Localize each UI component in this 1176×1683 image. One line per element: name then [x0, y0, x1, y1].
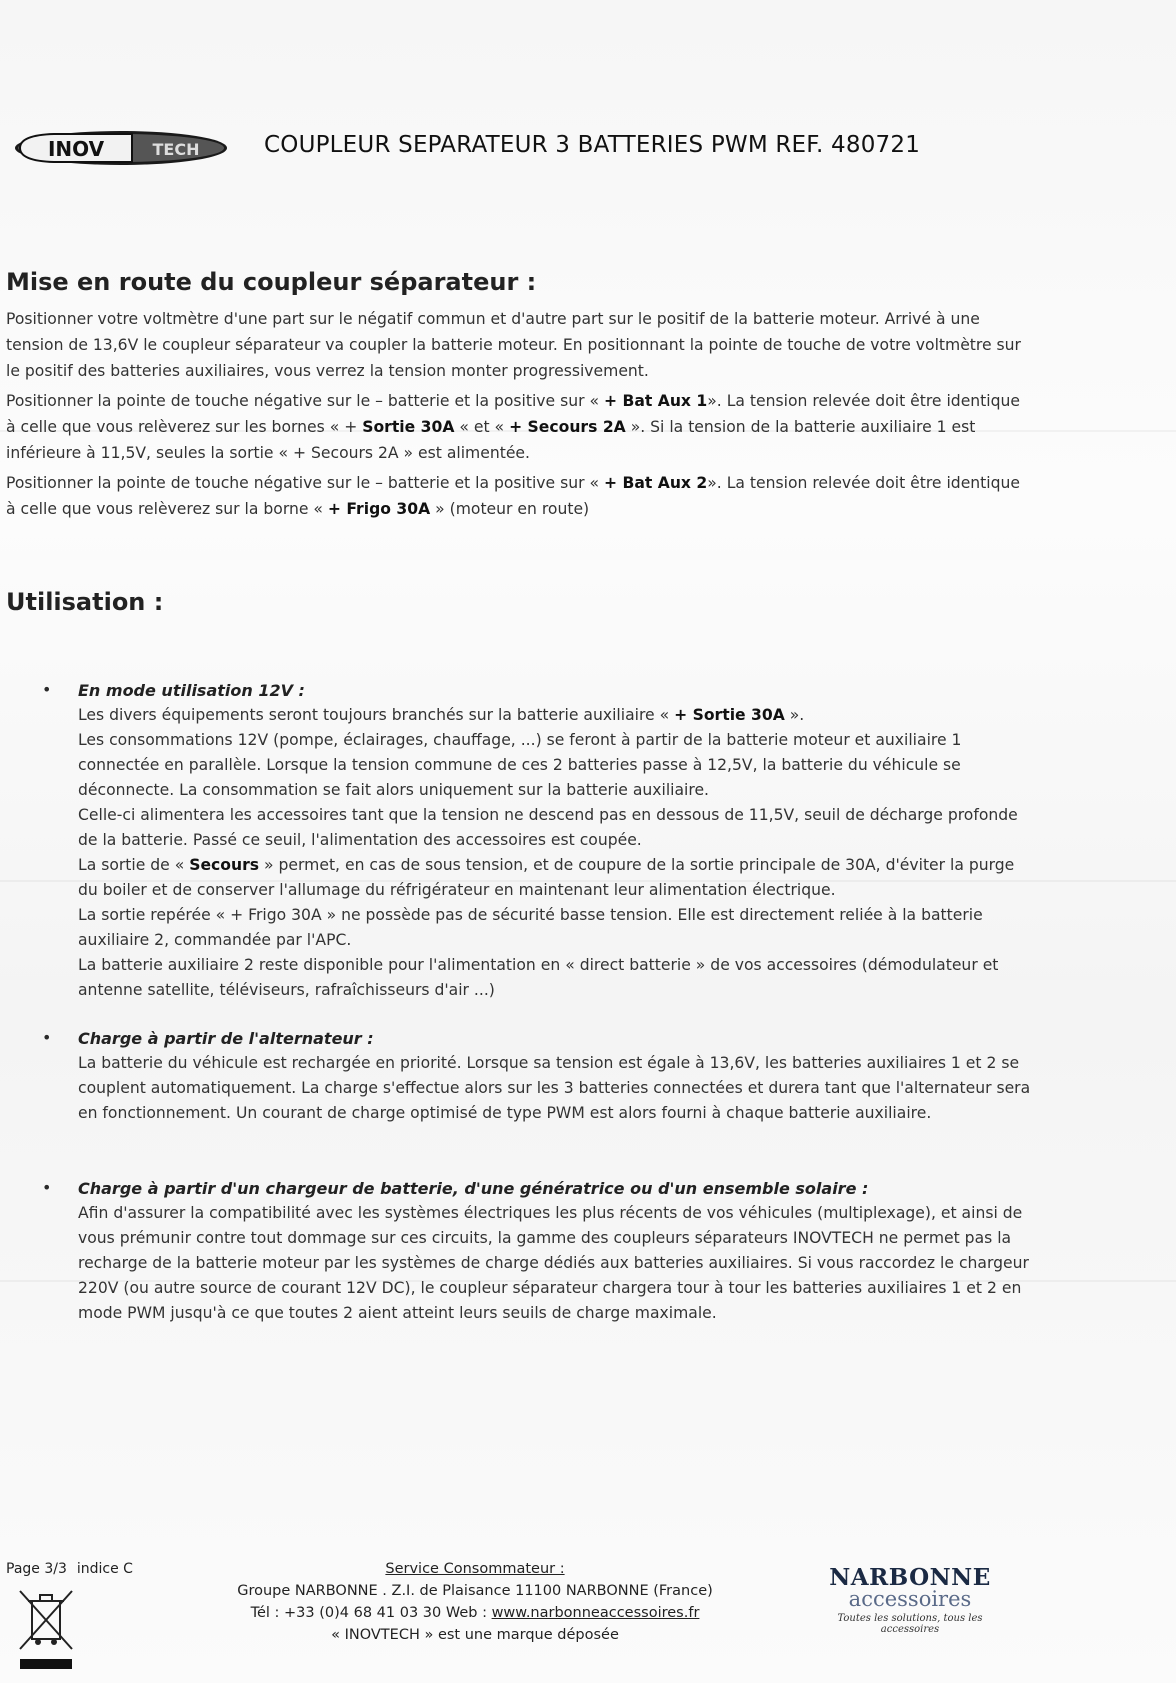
narbonne-logo: NARBONNE accessoires Toutes les solutions, tous les accessoires — [829, 1564, 991, 1635]
item-line: La sortie de « Secours » permet, en cas de sous tension, et de coupure de la sortie principale de 30A, d'éviter la purge du boiler et de conserver l'allumage du réfrigérateur en maintenant leur alimentation électrique. — [78, 856, 1015, 899]
inovtech-logo — [14, 130, 229, 166]
crossed-bin-icon — [14, 1587, 78, 1671]
bullet-icon: • — [42, 680, 52, 699]
trademark-note: « INOVTECH » est une marque déposée — [331, 1627, 619, 1643]
list-item-alternateur — [78, 1026, 1038, 1126]
item-line: Les consommations 12V (pompe, éclairages, chauffage, ...) se feront à partir de la batterie moteur et auxiliaire 1 connectée en parallèle. Lorsque la tension commune de ces 2 batteries passe à 12,5V, la batterie du véhicule se déconnecte. La consommation se fait alors uniquement sur la batterie auxiliaire. — [78, 731, 962, 799]
document-title: COUPLEUR SEPARATEUR 3 BATTERIES PWM REF. 480721 — [264, 132, 921, 158]
section-heading-utilisation: Utilisation : — [6, 588, 164, 616]
item-line: Les divers équipements seront toujours branchés sur la batterie auxiliaire « + Sortie 30A ». — [78, 706, 805, 724]
svg-text:INOV: INOV — [47, 137, 105, 161]
page-number: Page 3/3 indice C — [6, 1561, 133, 1577]
website-link[interactable]: www.narbonneaccessoires.fr — [491, 1605, 700, 1621]
footer-contact — [220, 1558, 730, 1646]
item-line: La batterie du véhicule est rechargée en priorité. Lorsque sa tension est égale à 13,6V, les batteries auxiliaires 1 et 2 se couplent automatiquement. La charge s'effectue alors sur les 3 batteries connectées et durera tant que l'alternateur sera en fonctionnement. Un courant de charge optimisé de type PWM est alors fourni à chaque batterie auxiliaire. — [78, 1054, 1031, 1122]
paragraph: Positionner la pointe de touche négative sur le – batterie et la positive sur « + Bat Aux 2». La tension relevée doit être identique à celle que vous relèverez sur la borne « + Frigo 30A » (moteur en route) — [6, 474, 1021, 518]
section-heading-mise-en-route: Mise en route du coupleur séparateur : — [6, 268, 537, 296]
item-line: La sortie repérée « + Frigo 30A » ne possède pas de sécurité basse tension. Elle est directement reliée à la batterie auxiliaire 2, commandée par l'APC. — [78, 906, 983, 949]
paragraph: Positionner votre voltmètre d'une part sur le négatif commun et d'autre part sur le positif de la batterie moteur. Arrivé à une tension de 13,6V le coupleur séparateur va coupler la batterie moteur. En positionnant la pointe de touche de votre voltmètre sur le positif des batteries auxiliaires, vous verrez la tension monter progressivement. — [6, 310, 1021, 380]
svg-text:TECH: TECH — [152, 140, 200, 159]
section-body-mise-en-route — [6, 306, 1026, 526]
paragraph: Positionner la pointe de touche négative sur le – batterie et la positive sur « + Bat Aux 1». La tension relevée doit être identique à celle que vous relèverez sur les bornes « + Sortie 30A « et « + Secours 2A ». Si la tension de la batterie auxiliaire 1 est inférieure à 11,5V, seules la sortie « + Secours 2A » est alimentée. — [6, 392, 1021, 462]
item-line: La batterie auxiliaire 2 reste disponible pour l'alimentation en « direct batterie » de vos accessoires (démodulateur et antenne satellite, téléviseurs, rafraîchisseurs d'air ...) — [78, 956, 999, 999]
list-item-mode-12v — [78, 678, 1038, 1003]
item-line: Afin d'assurer la compatibilité avec les systèmes électriques les plus récents de vos véhicules (multiplexage), et ainsi de vous prémunir contre tout dommage sur ces circuits, la gamme des coupleurs séparateurs INOVTECH ne permet pas la recharge de la batterie moteur par les systèmes de charge dédiés aux batteries auxiliaires. Si vous raccordez le chargeur 220V (ou autre source de courant 12V DC), le coupleur séparateur chargera tour à tour les batteries auxiliaires 1 et 2 en mode PWM jusqu'à ce que toutes 2 aient atteint leurs seuils de charge maximale. — [78, 1204, 1029, 1322]
contact-line: Tél : +33 (0)4 68 41 03 30 Web : www.narbonneaccessoires.fr — [250, 1605, 700, 1621]
item-title: Charge à partir d'un chargeur de batterie, d'une génératrice ou d'un ensemble solaire : — [78, 1179, 869, 1198]
bullet-icon: • — [42, 1028, 52, 1047]
address: Groupe NARBONNE . Z.I. de Plaisance 11100 NARBONNE (France) — [237, 1583, 713, 1599]
item-title: Charge à partir de l'alternateur : — [78, 1029, 374, 1048]
item-title: En mode utilisation 12V : — [78, 681, 305, 700]
document-header — [14, 130, 1164, 190]
item-line: Celle-ci alimentera les accessoires tant que la tension ne descend pas en dessous de 11,5V, seuil de décharge profonde de la batterie. Passé ce seuil, l'alimentation des accessoires est coupée. — [78, 806, 1018, 849]
list-item-chargeur — [78, 1176, 1038, 1326]
bullet-icon: • — [42, 1178, 52, 1197]
service-title: Service Consommateur : — [385, 1561, 565, 1577]
